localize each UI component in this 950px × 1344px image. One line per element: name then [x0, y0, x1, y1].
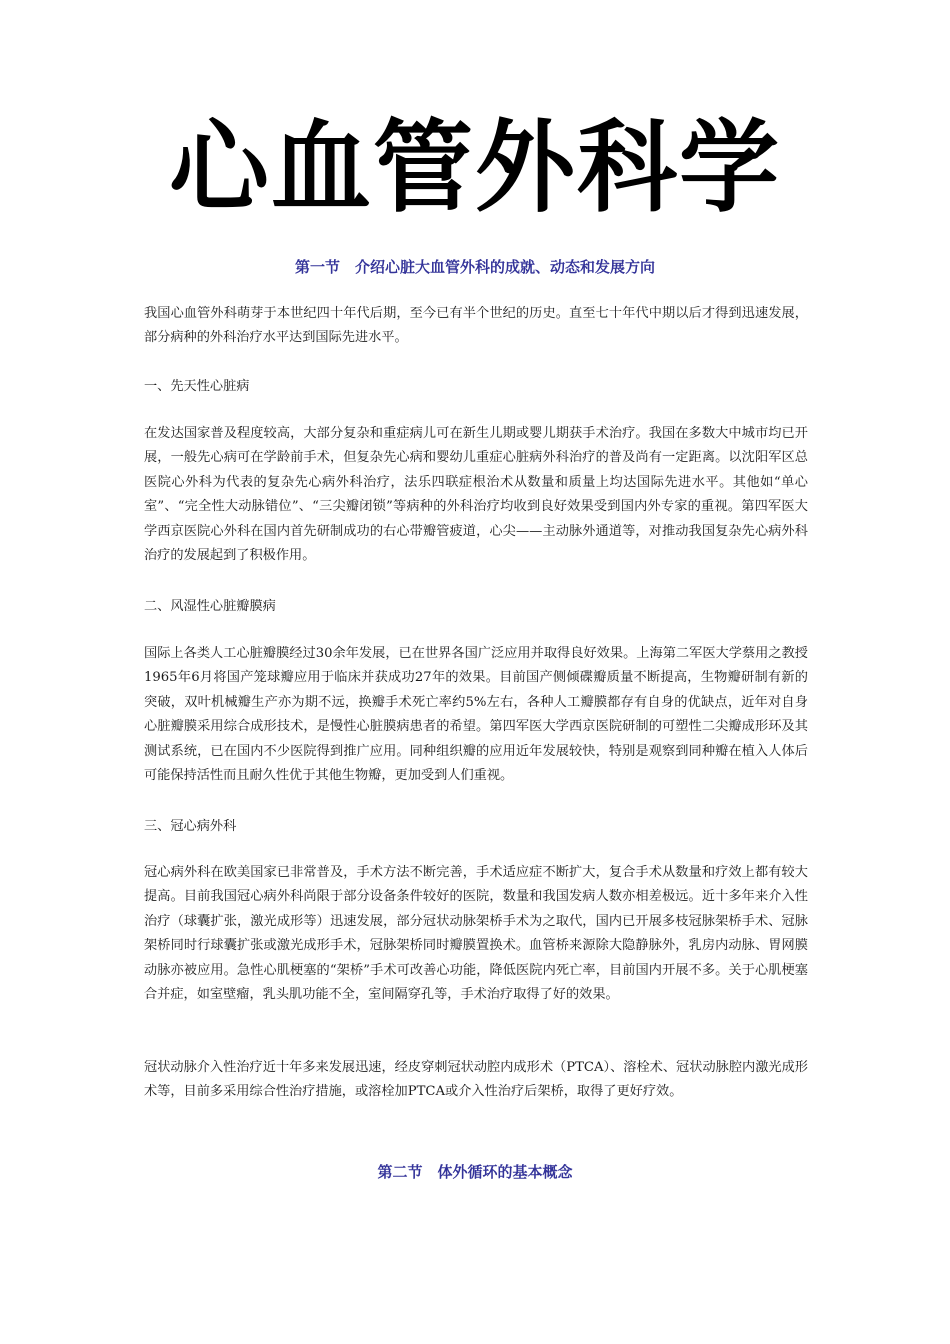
- subsection-1-heading: 一、先天性心脏病: [144, 379, 250, 394]
- intro-paragraph: 我国心血管外科萌芽于本世纪四十年代后期，至今已有半个世纪的历史。直至七十年代中期以后才得到迅速发展，部分病种的外科治疗水平达到国际先进水平。: [144, 306, 808, 346]
- subsection-2-heading: 二、风湿性心脏瓣膜病: [144, 599, 276, 614]
- document-title: 心血管外科学: [169, 109, 781, 226]
- subsection-3-heading: 三、冠心病外科: [144, 819, 237, 834]
- subsection-2-paragraph: 国际上各类人工心脏瓣膜经过30余年发展，已在世界各国广泛应用并取得良好效果。上海第二军医大学蔡用之教授1965年6月将国产笼球瓣应用于临床并获成功27年的效果。目前国产侧倾碟瓣质量不断提高，生物瓣研制有新的突破，双叶机械瓣生产亦为期不远，换瓣手术死亡率约5%左右，各种人工瓣膜都存有自身的优缺点，近年对自身心脏瓣膜采用综合成形技术，是慢性心脏膜病患者的希望。第四军医大学西京医院研制的可塑性二尖瓣成形环及其测试系统，已在国内不少医院得到推广应用。同种组织瓣的应用近年发展较快，特别是观察到同种瓣在植入人体后可能保持活性而且耐久性优于其他生物瓣，更加受到人们重视。: [144, 646, 808, 784]
- subsection-3-paragraph-1: 冠心病外科在欧美国家已非常普及，手术方法不断完善，手术适应症不断扩大，复合手术从数量和疗效上都有较大提高。目前我国冠心病外科尚限于部分设备条件较好的医院，数量和我国发病人数亦相差极远。近十多年来介入性治疗（球囊扩张，激光成形等）迅速发展，部分冠状动脉架桥手术为之取代，国内已开展多枝冠脉架桥手术、冠脉架桥同时行球囊扩张或激光成形手术，冠脉架桥同时瓣膜置换术。血管桥来源除大隐静脉外，乳房内动脉、胃网膜动脉亦被应用。急性心肌梗塞的“架桥”手术可改善心功能，降低医院内死亡率，目前国内开展不多。关于心肌梗塞合并症，如室壁瘤，乳头肌功能不全，室间隔穿孔等，手术治疗取得了好的效果。: [144, 865, 808, 1003]
- subsection-3-paragraph-2: 冠状动脉介入性治疗近十年多来发展迅速，经皮穿刺冠状动腔内成形术（PTCA）、溶栓术、冠状动脉腔内激光成形术等，目前多采用综合性治疗措施，或溶栓加PTCA或介入性治疗后架桥，取得了更好疗效。: [144, 1060, 808, 1100]
- section-1-heading: 第一节 介绍心脏大血管外科的成就、动态和发展方向: [294, 258, 655, 276]
- section-2-heading: 第二节 体外循环的基本概念: [377, 1163, 573, 1181]
- subsection-1-paragraph: 在发达国家普及程度较高，大部分复杂和重症病儿可在新生儿期或婴儿期获手术治疗。我国在多数大中城市均已开展，一般先心病可在学龄前手术，但复杂先心病和婴幼儿重症心脏病外科治疗的普及尚有一定距离。以沈阳军区总医院心外科为代表的复杂先心病外科治疗，法乐四联症根治术从数量和质量上均达国际先进水平。其他如“单心室”、“完全性大动脉错位”、“三尖瓣闭锁”等病种的外科治疗均收到良好效果受到国内外专家的重视。第四军医大学西京医院心外科在国内首先研制成功的右心带瓣管疲道，心尖——主动脉外通道等，对推动我国复杂先心病外科治疗的发展起到了积极作用。: [144, 426, 808, 564]
